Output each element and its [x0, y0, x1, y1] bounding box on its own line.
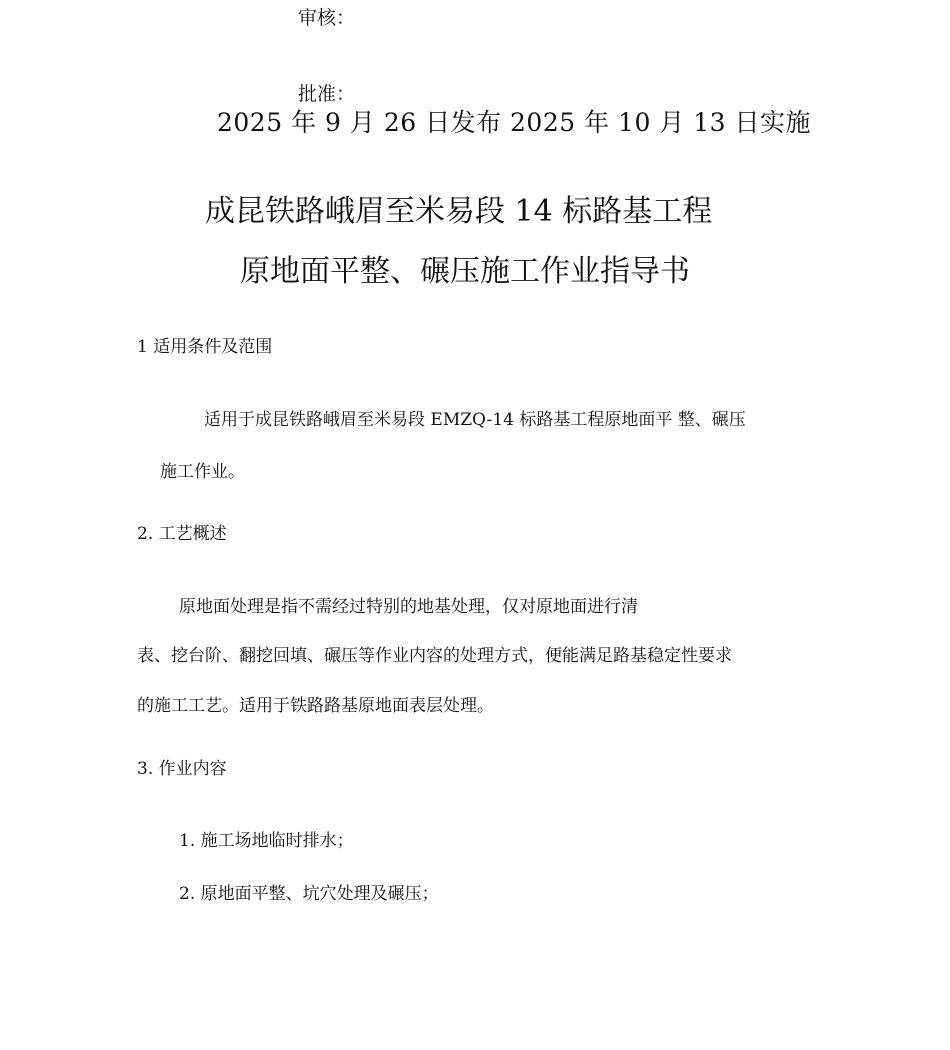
list-item: 1. 施工场地临时排水；: [179, 831, 354, 851]
list-item: 2. 原地面平整、坑穴处理及碾压；: [179, 884, 439, 904]
section-3-heading: 3. 作业内容: [137, 759, 227, 779]
section-2-paragraph-line3: 的施工工艺。适用于铁路路基原地面表层处理。: [137, 696, 494, 716]
section-1-paragraph-line1: 适用于成昆铁路峨眉至米易段 EMZQ-14 标路基工程原地面平 整、碾压: [204, 410, 746, 430]
section-1-paragraph-line2: 施工作业。: [160, 462, 245, 482]
section-1-heading: 1 适用条件及范围: [137, 337, 273, 357]
publish-implement-dates: 2025 年 9 月 26 日发布 2025 年 10 月 13 日实施: [217, 108, 812, 137]
document-title-line2: 原地面平整、碾压施工作业指导书: [240, 254, 690, 289]
section-2-paragraph-line2: 表、挖台阶、翻挖回填、碾压等作业内容的处理方式，便能满足路基稳定性要求: [137, 646, 732, 666]
approve-label: 批准：: [298, 83, 356, 105]
review-label: 审核：: [298, 7, 356, 29]
section-2-paragraph-line1: 原地面处理是指不需经过特别的地基处理，仅对原地面进行清: [179, 597, 638, 617]
section-2-heading: 2. 工艺概述: [137, 524, 227, 544]
document-title-line1: 成昆铁路峨眉至米易段 14 标路基工程: [205, 194, 713, 229]
